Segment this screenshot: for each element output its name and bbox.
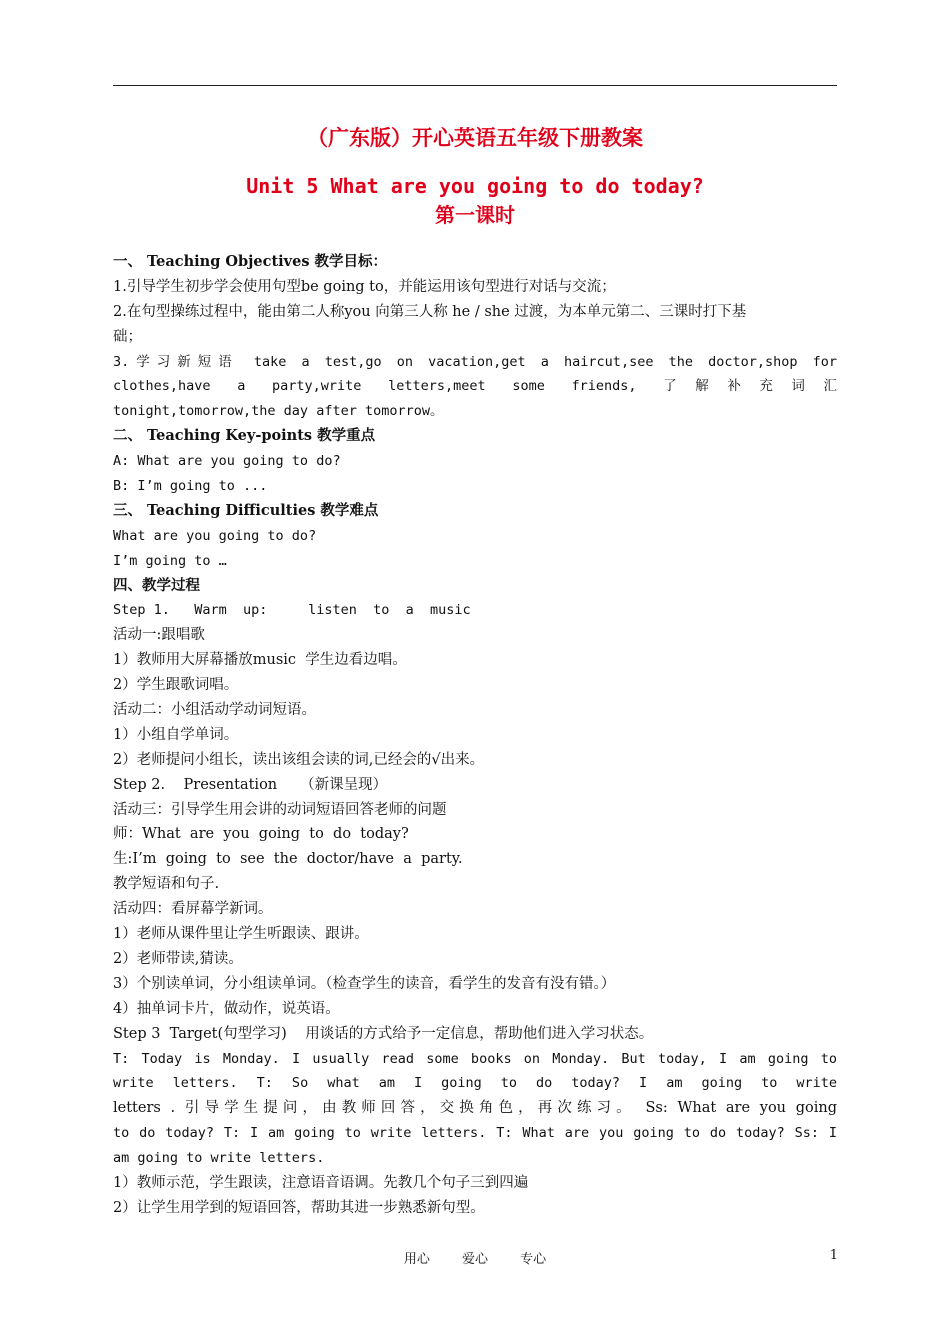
- body-line: 师：What are you going to do today?: [113, 826, 409, 843]
- body-line: Step 3 Target(句型学习) 用谈话的方式给予一定信息，帮助他们进入学习状态。: [113, 1025, 654, 1042]
- body-line: 3.学习新短语 take a test,go on vacation,get a haircut,see the doctor,shop for: [113, 353, 837, 370]
- body-line: am going to write letters.: [113, 1150, 325, 1167]
- page-number: 1: [829, 1248, 838, 1263]
- body-line: tonight,tomorrow,the day after tomorrow。: [113, 403, 444, 420]
- body-line: 1）教师示范，学生跟读，注意语音语调。先教几个句子三到四遍: [113, 1174, 529, 1191]
- body-line: 3）个别读单词，分小组读单词。（检查学生的读音，看学生的发音有没有错。）: [113, 975, 616, 992]
- body-line: clothes,have a party,write letters,meet some friends, 了解补充词汇: [113, 378, 837, 395]
- body-line: Step 1. Warm up: listen to a music: [113, 602, 471, 619]
- body-line: What are you going to do?: [113, 527, 317, 544]
- body-line: 1.引导学生初步学会使用句型be going to，并能运用该句型进行对话与交流；: [113, 278, 616, 295]
- body-line: B: I’m going to ...: [113, 478, 268, 495]
- body-line: 1）教师用大屏幕播放music 学生边看边唱。: [113, 652, 407, 669]
- lesson-title: 第一课时: [435, 203, 515, 227]
- body-line: I’m going to …: [113, 552, 227, 569]
- body-line: 础；: [113, 328, 142, 345]
- section-heading-difficulties: 三、 Teaching Difficulties 教学难点: [113, 501, 379, 519]
- lesson-body: [113, 250, 837, 1221]
- body-line: 2）让学生用学到的短语回答，帮助其进一步熟悉新句型。: [113, 1199, 485, 1216]
- section-heading-objectives: 一、 Teaching Objectives 教学目标：: [113, 253, 388, 270]
- body-line: 2）老师提问小组长，读出该组会读的词,已经会的√出来。: [113, 751, 485, 768]
- section-heading-keypoints: 二、 Teaching Key-points 教学重点: [113, 427, 376, 445]
- body-line: 活动一:跟唱歌: [113, 627, 205, 644]
- body-line: Step 2. Presentation （新课呈现）: [113, 776, 388, 793]
- body-line: to do today? T: I am going to write letters. T: What are you going to do today? Ss: I: [113, 1125, 837, 1142]
- body-line: 2）学生跟歌词唱。: [113, 677, 239, 694]
- body-line: 1）老师从课件里让学生听跟读、跟讲。: [113, 926, 369, 943]
- body-line: T: Today is Monday. I usually read some books on Monday. But today, I am going to: [113, 1050, 837, 1067]
- body-line: 生:I’m going to see the doctor/have a party.: [113, 851, 463, 868]
- document-title: （广东版）开心英语五年级下册教案: [307, 126, 643, 150]
- body-line: write letters. T: So what am I going to do today? I am going to write: [113, 1075, 837, 1092]
- section-heading-process: 四、教学过程: [113, 576, 200, 594]
- body-line: 4）抽单词卡片，做动作，说英语。: [113, 1000, 340, 1017]
- body-line: 2.在句型操练过程中，能由第二人称you 向第三人称 he / she 过渡，为本单元第二、三课时打下基: [113, 303, 747, 320]
- body-line: 教学短语和句子.: [113, 876, 220, 893]
- unit-title: Unit 5 What are you going to do today?: [246, 174, 704, 198]
- body-line: 2）老师带读,猜读。: [113, 950, 243, 967]
- body-line: letters . 引导学生提问，由教师回答，交换角色，再次练习。 Ss: What are you going: [113, 1100, 837, 1117]
- body-line: 活动四：看屏幕学新词。: [113, 901, 273, 918]
- header-rule: [113, 85, 837, 86]
- body-line: 1）小组自学单词。: [113, 726, 239, 743]
- body-line: 活动二：小组活动学动词短语。: [113, 702, 316, 719]
- body-line: 活动三：引导学生用会讲的动词短语回答老师的问题: [113, 801, 447, 818]
- body-line: A: What are you going to do?: [113, 453, 341, 470]
- footer-motto: 用心 爱心 专心: [403, 1252, 547, 1267]
